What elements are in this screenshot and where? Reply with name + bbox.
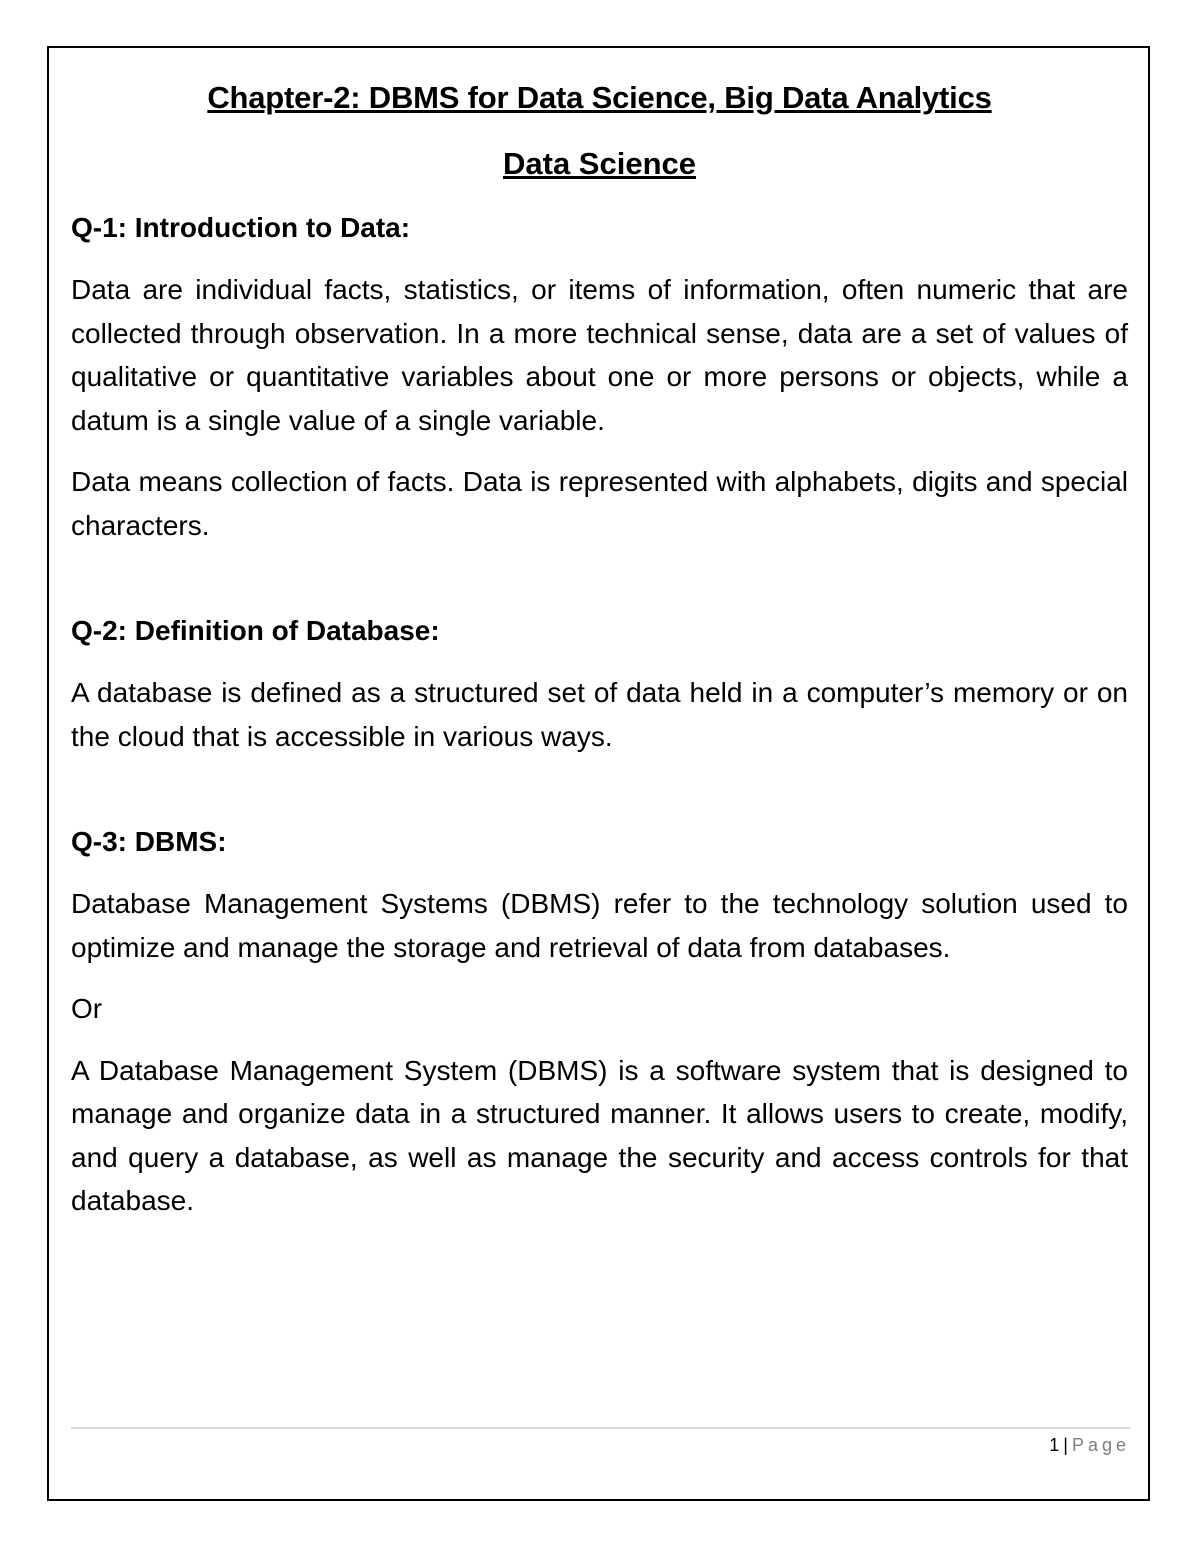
question-3-paragraph: A Database Management System (DBMS) is a software system that is designed to manage and organize data in a structured manner. It allows users to create, modify, and query a database, as well as manage the security and access controls for that database. [71,1054,1128,1216]
spacer [71,565,1128,609]
question-1-heading: Q-1: Introduction to Data: [71,212,411,243]
page-label: Page [1071,1435,1130,1455]
question-1-paragraph: Data means collection of facts. Data is represented with alphabets, digits and special characters. [71,466,1128,541]
document-body [71,76,1128,1241]
footer-divider [71,1427,1130,1429]
section-title: Data Science [503,146,696,181]
question-3-heading: Q-3: DBMS: [71,826,227,857]
question-3-paragraph: Database Management Systems (DBMS) refer to the technology solution used to optimize and manage the storage and retrieval of data from databases. [71,888,1128,963]
question-3-or: Or [71,993,103,1024]
chapter-title: Chapter-2: DBMS for Data Science, Big Data Analytics [207,80,992,115]
question-1-paragraph: Data are individual facts, statistics, or items of information, often numeric that are collected through observation. In a more technical sense, data are a set of values of qualitative or quantitative variables about one or more persons or objects, while a datum is a single value of a single variable. [71,274,1128,436]
page-number: 1 [1049,1435,1060,1455]
spacer [71,776,1128,820]
question-2-paragraph: A database is defined as a structured set of data held in a computer’s memory or on the cloud that is accessible in various ways. [71,677,1128,752]
page-footer [1049,1432,1130,1458]
footer-separator: | [1063,1435,1068,1455]
question-2-heading: Q-2: Definition of Database: [71,615,440,646]
